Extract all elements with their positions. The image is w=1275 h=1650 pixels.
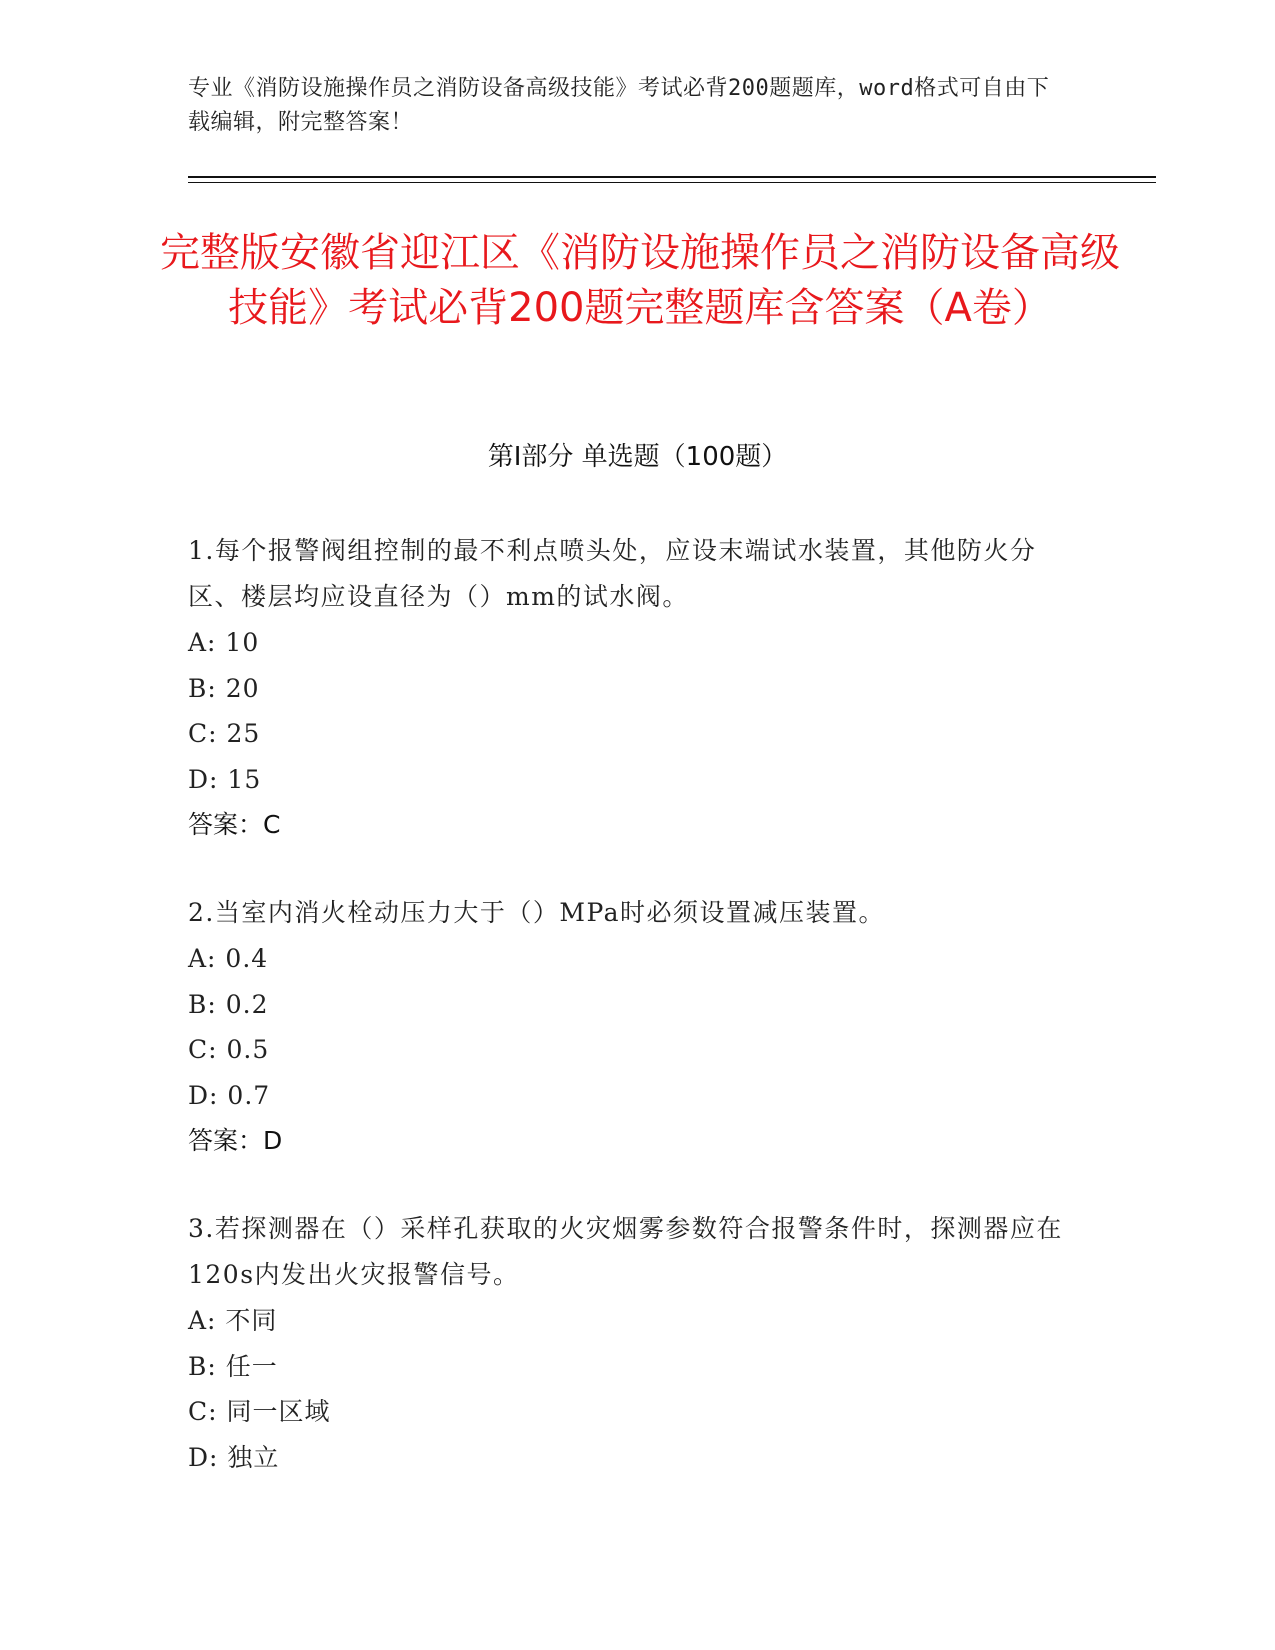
header-divider-thick — [188, 176, 1156, 178]
option-a: A: 10 — [188, 628, 260, 657]
answer: 答案：D — [188, 1126, 283, 1155]
option-d: D: 独立 — [188, 1442, 280, 1472]
header-note: 专业《消防设施操作员之消防设备高级技能》考试必背200题题库，word格式可自由下载编辑，附完整答案！ — [188, 76, 1050, 135]
answer: 答案：C — [188, 810, 281, 839]
option-b: B: 0.2 — [188, 989, 269, 1019]
question-stem: 1.每个报警阀组控制的最不利点喷头处，应设末端试水装置，其他防火分区、楼层均应设直径为（）mm的试水阀。 — [188, 536, 1037, 611]
question-stem: 2.当室内消火栓动压力大于（）MPa时必须设置减压装置。 — [188, 898, 886, 927]
document-title: 完整版安徽省迎江区《消防设施操作员之消防设备高级技能》考试必背200题完整题库含答案（A卷） — [160, 230, 1120, 331]
section-title: 第Ⅰ部分 单选题（100题） — [487, 442, 788, 472]
option-a: A: 0.4 — [188, 944, 269, 973]
question-stem: 3.若探测器在（）采样孔获取的火灾烟雾参数符合报警条件时，探测器应在120s内发出火灾报警信号。 — [188, 1214, 1063, 1289]
option-a: A: 不同 — [188, 1306, 278, 1335]
question-2 — [188, 890, 1068, 1164]
question-3 — [188, 1206, 1068, 1480]
option-b: B: 任一 — [188, 1351, 278, 1381]
option-d: D: 15 — [188, 764, 262, 794]
option-d: D: 0.7 — [188, 1080, 271, 1110]
option-c: C: 同一区域 — [188, 1397, 331, 1426]
header-divider-thin — [188, 182, 1156, 183]
question-1 — [188, 528, 1068, 848]
option-b: B: 20 — [188, 673, 260, 703]
option-c: C: 25 — [188, 719, 261, 748]
option-c: C: 0.5 — [188, 1035, 270, 1064]
question-list — [188, 528, 1068, 1522]
